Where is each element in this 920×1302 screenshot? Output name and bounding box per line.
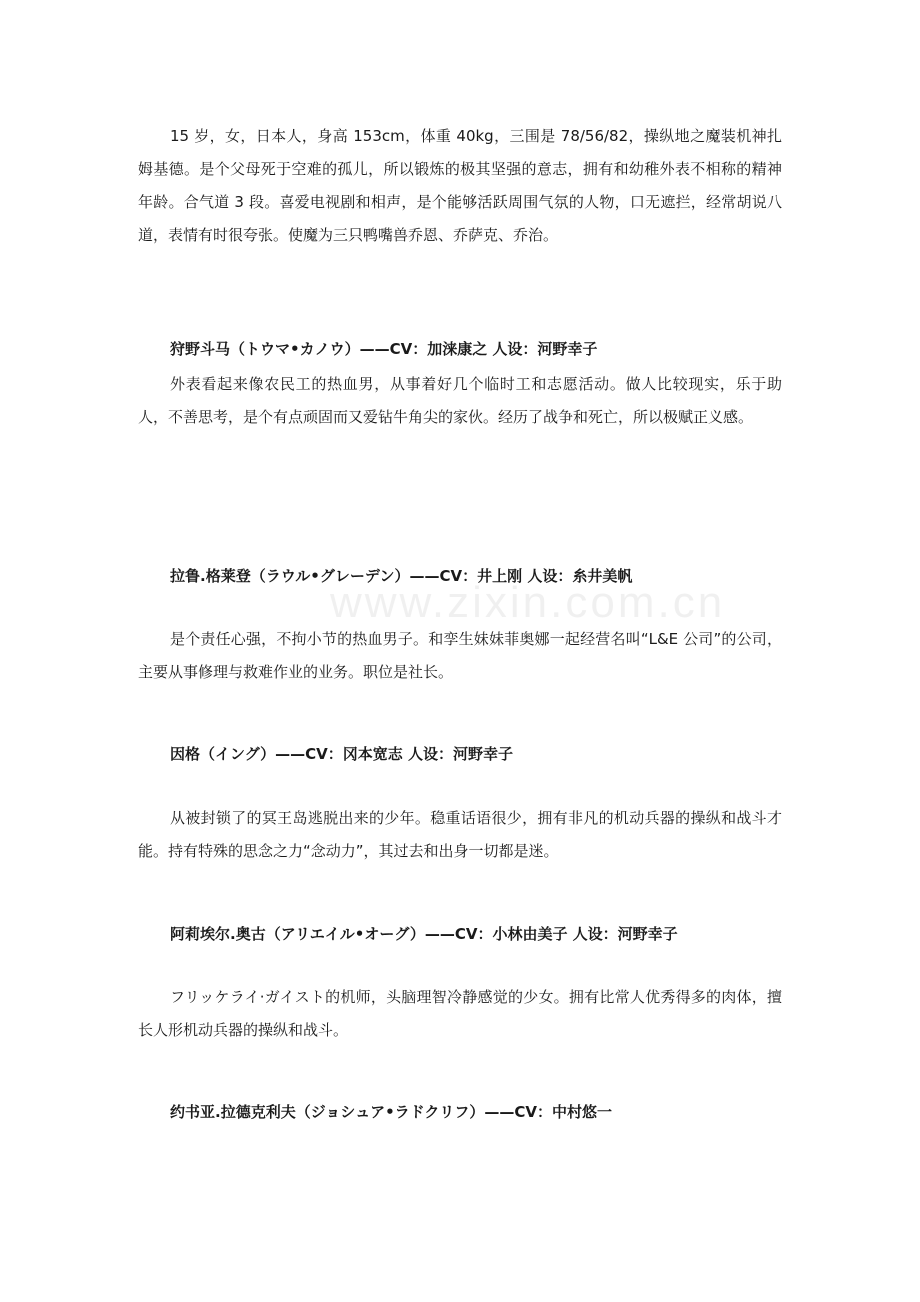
watermark: www.zixin.com.cn <box>330 578 726 627</box>
character-heading-touma: 狩野斗马（トウマ•カノウ）——CV：加涞康之 人设：河野幸子 <box>170 340 598 358</box>
character-description-raul: 是个责任心强，不拘小节的热血男子。和孪生妹妹菲奥娜一起经营名叫“L&E 公司”的公司，主要从事修理与救难作业的业务。职位是社长。 <box>138 630 782 681</box>
character-heading-arieil: 阿莉埃尔.奥古（アリエイル•オーグ）——CV：小林由美子 人设：河野幸子 <box>170 925 678 943</box>
character-description-arieil: フリッケライ·ガイスト的机师，头脑理智冷静感觉的少女。拥有比常人优秀得多的肉体，擅长人形机动兵器的操纵和战斗。 <box>138 988 782 1039</box>
character-heading-joshua: 约书亚.拉德克利夫（ジョシュア•ラドクリフ）——CV：中村悠一 <box>170 1103 613 1121</box>
character-heading-raul: 拉鲁.格莱登（ラウル•グレーデン）——CV：井上刚 人设：糸井美帆 <box>170 567 633 585</box>
character-description-1: 15 岁，女，日本人，身高 153cm，体重 40kg，三围是 78/56/82，操纵地之魔装机神扎姆基德。是个父母死于空难的孤儿，所以锻炼的极其坚强的意志，拥有和幼稚外表不相称的精神年龄。合气道 3 段。喜爱电视剧和相声，是个能够活跃周围气氛的人物，口无遮拦，经常胡说八道，表情有时很夸张。使魔为三只鸭嘴兽乔恩、乔萨克、乔治。 <box>138 127 782 244</box>
character-heading-ing: 因格（イング）——CV：冈本宽志 人设：河野幸子 <box>170 745 513 763</box>
character-description-ing: 从被封锁了的冥王岛逃脱出来的少年。稳重话语很少，拥有非凡的机动兵器的操纵和战斗才能。持有特殊的思念之力“念动力”，其过去和出身一切都是迷。 <box>138 809 782 860</box>
character-description-touma: 外表看起来像农民工的热血男，从事着好几个临时工和志愿活动。做人比较现实，乐于助人，不善思考，是个有点顽固而又爱钻牛角尖的家伙。经历了战争和死亡，所以极赋正义感。 <box>138 375 782 426</box>
